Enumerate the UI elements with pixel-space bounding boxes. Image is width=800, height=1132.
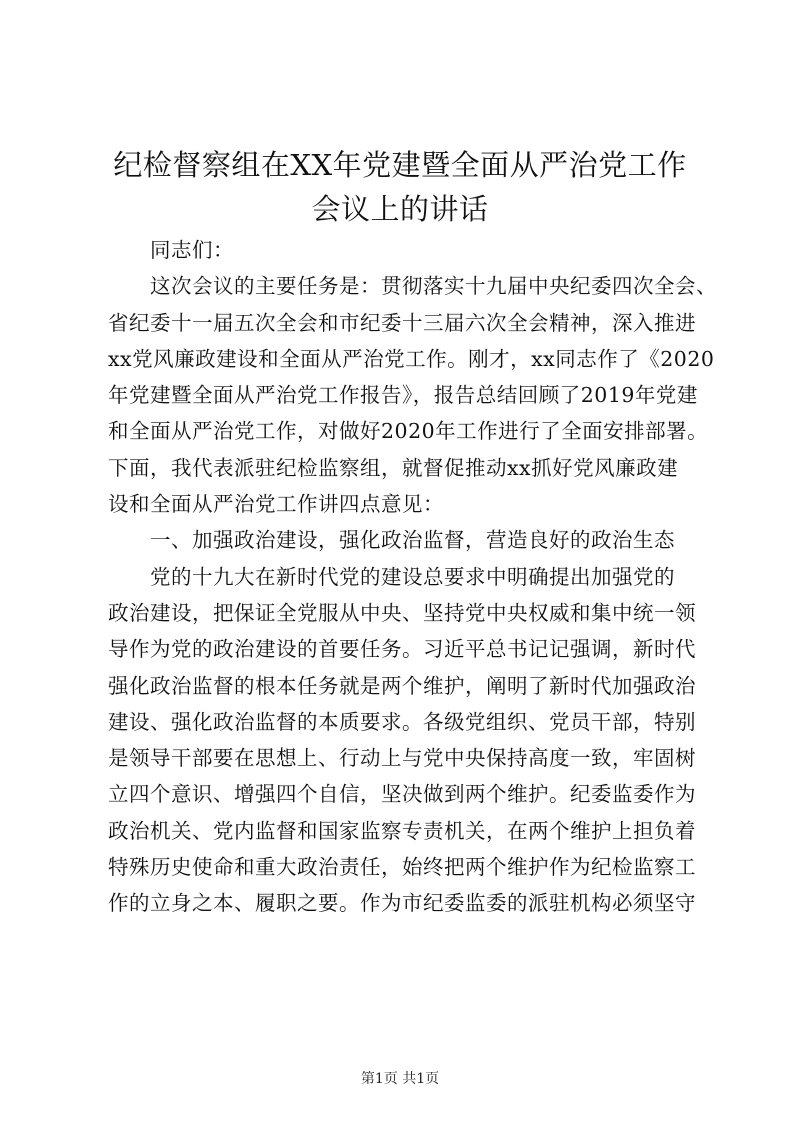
- paragraph-line: 政治机关、党内监督和国家监察专责机关，在两个维护上担负着: [108, 818, 696, 843]
- paragraph-line: 和全面从严治党工作，对做好2020年工作进行了全面安排部署。: [108, 419, 709, 444]
- paragraph-line: 省纪委十一届五次全会和市纪委十三届六次全会精神，深入推进: [108, 310, 696, 335]
- paragraph-line: 这次会议的主要任务是：贯彻落实十九届中央纪委四次全会、: [150, 274, 717, 299]
- paragraph-line: 年党建暨全面从严治党工作报告》，报告总结回顾了2019年党建: [108, 383, 698, 408]
- paragraph-line: 建设、强化政治监督的本质要求。各级党组织、党员干部，特别: [108, 709, 696, 734]
- document-body: [108, 232, 717, 922]
- paragraph-line: xx党风廉政建设和全面从严治党工作。刚才，xx同志作了《2020: [108, 346, 715, 371]
- paragraph-line: 导作为党的政治建设的首要任务。习近平总书记记强调，新时代: [108, 637, 696, 662]
- paragraph-line: 强化政治监督的根本任务就是两个维护，阐明了新时代加强政治: [108, 673, 696, 698]
- document-title-line-2: 会议上的讲话: [311, 192, 489, 226]
- paragraph-line: 特殊历史使命和重大政治责任，始终把两个维护作为纪检监察工: [108, 855, 696, 880]
- paragraph-line: 作的立身之本、履职之要。作为市纪委监委的派驻机构必须坚守: [108, 891, 696, 916]
- paragraph-line: 党的十九大在新时代党的建设总要求中明确提出加强党的: [150, 564, 675, 589]
- paragraph-line: 设和全面从严治党工作讲四点意见：: [108, 492, 444, 517]
- paragraph-line: 下面，我代表派驻纪检监察组，就督促推动xx抓好党风廉政建: [108, 455, 679, 480]
- document-title-line-1: 纪检督察组在XX年党建暨全面从严治党工作: [113, 148, 687, 182]
- paragraph-line: 立四个意识、增强四个自信，坚决做到两个维护。纪委监委作为: [108, 782, 696, 807]
- paragraph-line: 政治建设，把保证全党服从中央、坚持党中央权威和集中统一领: [108, 600, 696, 625]
- salutation: 同志们：: [150, 238, 234, 262]
- paragraph-line: 是领导干部要在思想上、行动上与党中央保持高度一致，牢固树: [108, 746, 696, 771]
- section-heading: 一、加强政治建设，强化政治监督，营造良好的政治生态: [150, 528, 675, 553]
- page-number-footer: 第1页 共1页: [360, 1071, 440, 1087]
